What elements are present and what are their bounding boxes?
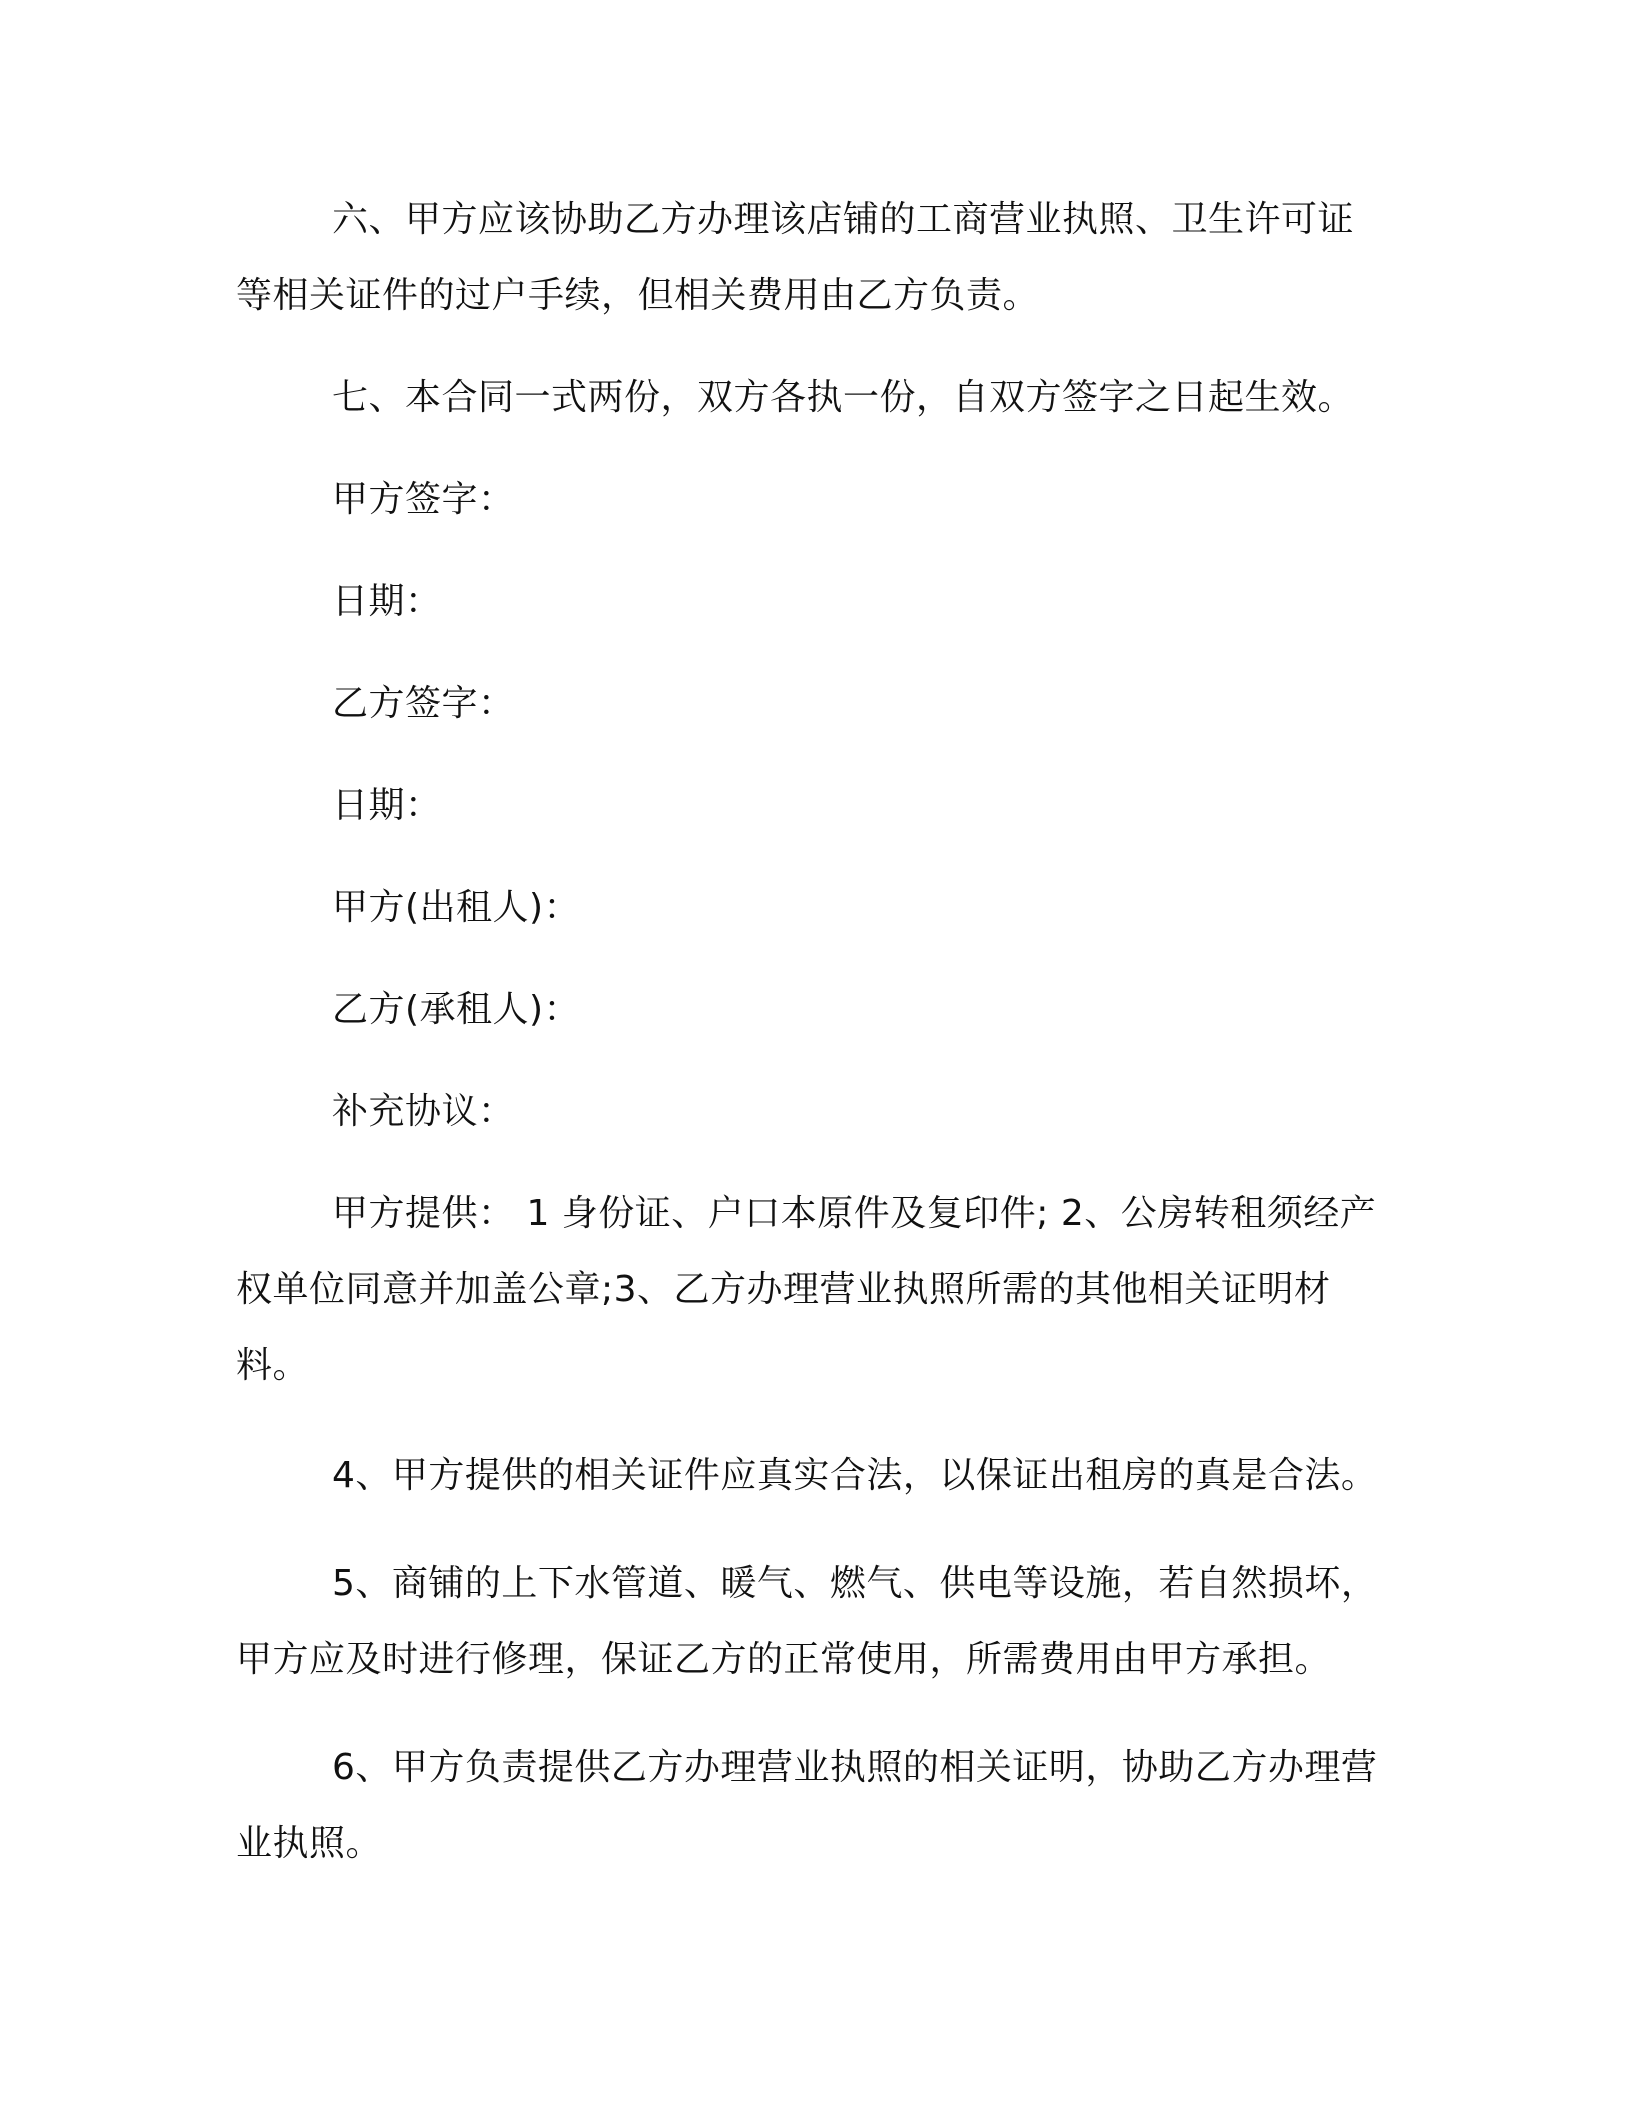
party-a-provides-paragraph: 甲方提供： 1 身份证、户口本原件及复印件; 2、公房转租须经产权单位同意并加盖公章;3、乙方办理营业执照所需的其他相关证明材料。	[236, 1193, 1377, 1386]
party-b-date-label: 日期：	[332, 785, 442, 826]
clause-six-paragraph: 六、甲方应该协助乙方办理该店铺的工商营业执照、卫生许可证等相关证件的过户手续，但相关费用由乙方负责。	[236, 199, 1355, 316]
party-a-date-label: 日期：	[332, 581, 442, 622]
lessee-label: 乙方(承租人)：	[332, 989, 581, 1030]
party-a-signature-label: 甲方签字：	[332, 479, 515, 520]
supplement-item-6-paragraph: 6、甲方负责提供乙方办理营业执照的相关证明，协助乙方办理营业执照。	[236, 1747, 1378, 1864]
clause-seven-paragraph: 七、本合同一式两份，双方各执一份，自双方签字之日起生效。	[332, 377, 1355, 418]
party-b-signature-label: 乙方签字：	[332, 683, 515, 724]
supplementary-agreement-heading: 补充协议：	[332, 1091, 515, 1132]
supplement-item-4-paragraph: 4、甲方提供的相关证件应真实合法，以保证出租房的真是合法。	[332, 1455, 1378, 1496]
lessor-label: 甲方(出租人)：	[332, 887, 581, 928]
supplement-item-5-paragraph: 5、商铺的上下水管道、暖气、燃气、供电等设施，若自然损坏，甲方应及时进行修理，保证乙方的正常使用，所需费用由甲方承担。	[236, 1563, 1378, 1680]
